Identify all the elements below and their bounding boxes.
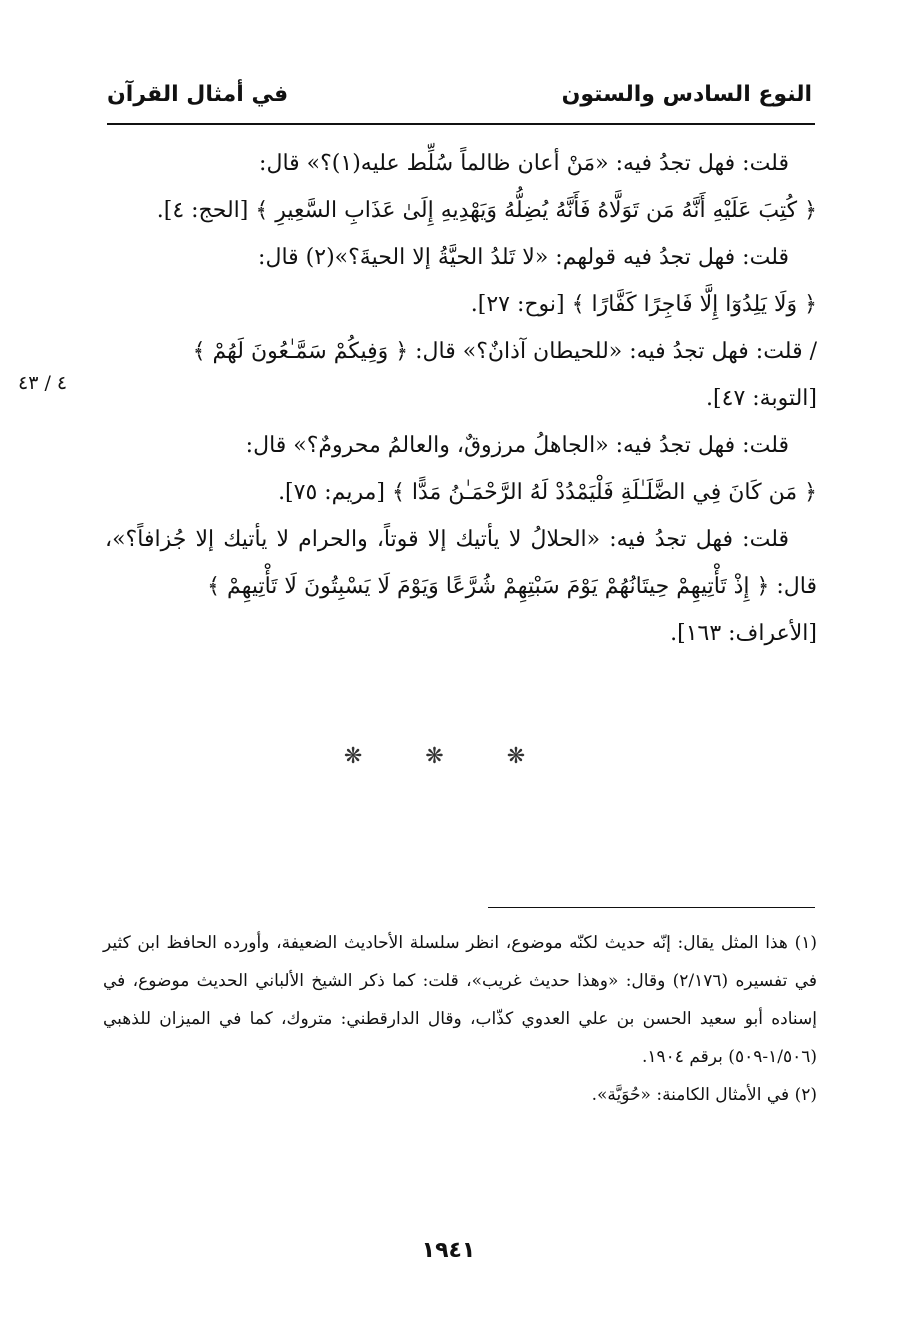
verse-reference: [الأعراف: ١٦٣]. — [670, 621, 817, 646]
running-header — [107, 78, 812, 118]
footnote-rule — [488, 907, 815, 908]
chapter-title: النوع السادس والستون — [561, 82, 812, 107]
text-line: قلت: فهل تجدُ فيه قولهم: «لا تَلدُ الحيَّةُ إلا الحيةَ؟»(٢) قال: — [258, 245, 789, 270]
margin-volume-page-note: ٤ / ٤٣ — [18, 372, 68, 394]
quran-verse: ﴿ كُتِبَ عَلَيْهِ أَنَّهُ مَن تَوَلَّاهُ فَأَنَّهُ يُضِلُّهُ وَيَهْدِيهِ إِلَىٰ عَذَابِ السَّعِيرِ ﴾ [الحج: ٤]. — [156, 198, 817, 223]
text-line: قلت: فهل تجدُ فيه: «الحلالُ لا يأتيك إلا قوتاً، والحرام لا يأتيك إلا جُزافاً؟»، قال: ﴿ إِذْ تَأْتِيهِمْ حِيتَانُهُمْ يَوْمَ سَبْتِهِمْ شُرَّعًا وَيَوْمَ لَا يَسْبِتُونَ لَا تَأْتِيهِمْ ﴾ — [105, 527, 817, 599]
page-number: ١٩٤١ — [421, 1238, 476, 1263]
main-text — [105, 140, 817, 657]
book-title: في أمثال القرآن — [107, 82, 289, 107]
text-line: / قلت: فهل تجدُ فيه: «للحيطان آذانٌ؟» قال: ﴿ وَفِيكُمْ سَمَّـٰعُونَ لَهُمْ ﴾ — [192, 339, 817, 364]
quran-verse: ﴿ مَن كَانَ فِي الضَّلَـٰلَةِ فَلْيَمْدُدْ لَهُ الرَّحْمَـٰنُ مَدًّا ﴾ [مريم: ٧٥]. — [278, 480, 817, 505]
text-line: قلت: فهل تجدُ فيه: «الجاهلُ مرزوقٌ، والعالمُ محرومٌ؟» قال: — [245, 433, 789, 458]
footnote-1: (١) هذا المثل يقال: إنّه حديث لكنّه موضوع، انظر سلسلة الأحاديث الضعيفة، وأورده الحافظ ابن كثير في تفسيره (٢/١٧٦) وقال: «وهذا حديث غريب»، قلت: كما ذكر الشيخ الألباني الحديث موضوع، في إسناده أبو سعيد الحسن بن علي العدوي كذّاب، وقال الدارقطني: متروك، كما في الميزان للذهبي (١/٥٠٦-٥٠٩) برقم ١٩٠٤. — [103, 933, 817, 1067]
footnotes — [103, 924, 817, 1114]
quran-verse: ﴿ وَلَا يَلِدُوٓا إِلَّا فَاجِرًا كَفَّارًا ﴾ [نوح: ٢٧]. — [470, 292, 817, 317]
section-separator: ❋ ❋ ❋ — [343, 744, 554, 769]
text-line: قلت: فهل تجدُ فيه: «مَنْ أعان ظالماً سُلِّط عليه(١)؟» قال: — [259, 151, 789, 176]
footnote-2: (٢) في الأمثال الكامنة: «حُوَيَّة». — [591, 1085, 817, 1105]
verse-reference: [التوبة: ٤٧]. — [706, 386, 817, 411]
header-rule — [107, 123, 815, 125]
